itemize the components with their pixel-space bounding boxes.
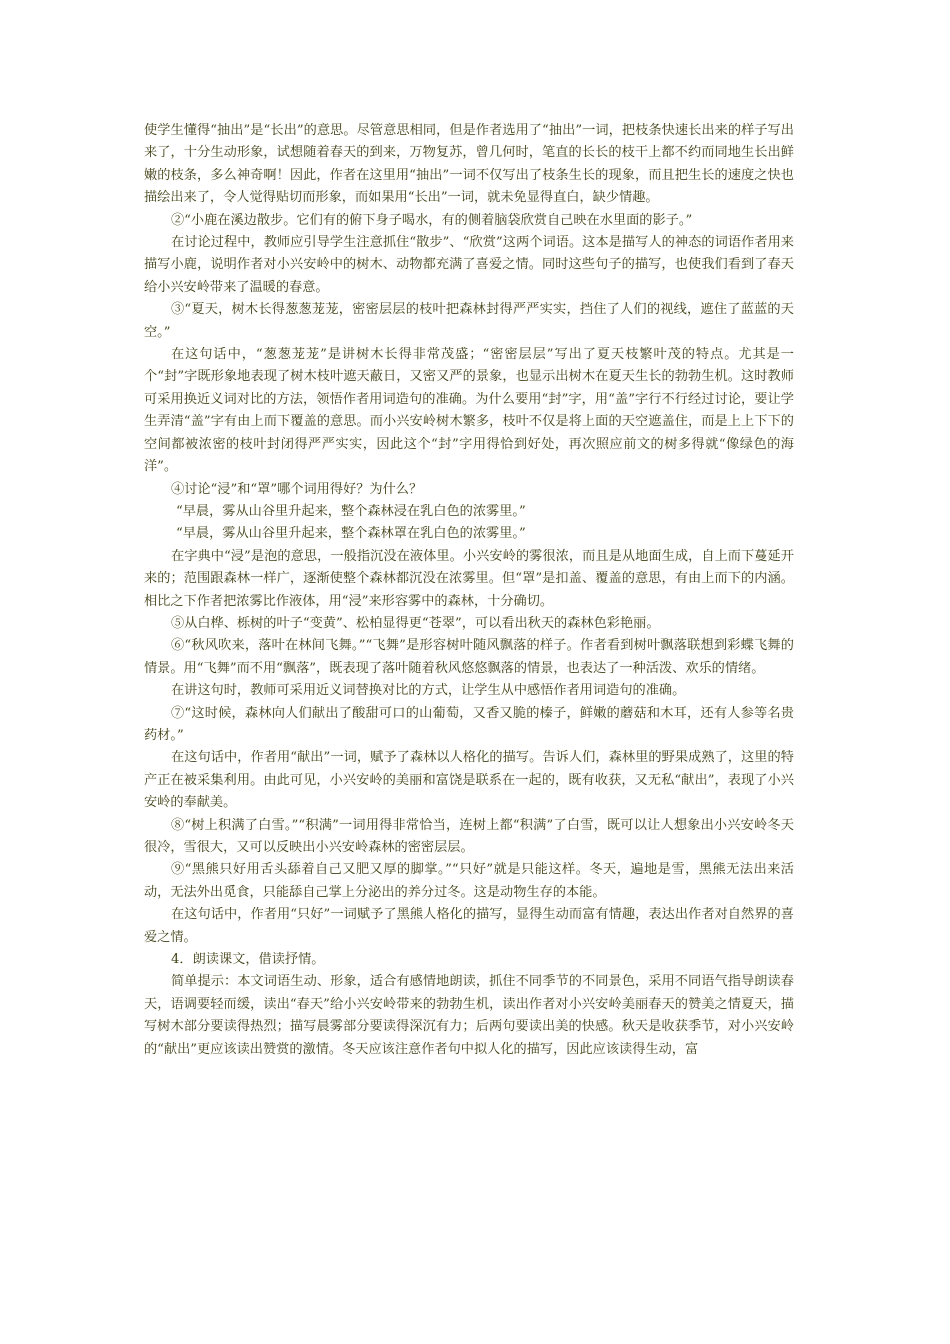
paragraph-16: ⑨“黑熊只好用舌头舔着自己又肥又厚的脚掌。”“只好”就是只能这样。冬天，遍地是雪，黑熊无法出来活动，无法外出觅食，只能舔自己掌上分泌出的养分过冬。这是动物生存的本能。 (144, 862, 794, 900)
paragraph-11: ⑥“秋风吹来，落叶在林间飞舞。”“飞舞”是形容树叶随风飘落的样子。作者看到树叶飘落联想到彩蝶飞舞的情景。用“飞舞”而不用“飘落”，既表现了落叶随着秋风悠悠飘落的情景，也表达了一种活泼、欢乐的情绪。 (144, 638, 794, 676)
paragraph-15: ⑧“树上积满了白雪。”“积满”一词用得非常恰当，连树上都“积满”了白雪，既可以让人想象出小兴安岭冬天很冷，雪很大，又可以反映出小兴安岭森林的密密层层。 (144, 817, 794, 855)
paragraph-5: 在这句话中，“葱葱茏茏”是讲树木长得非常茂盛；“密密层层”写出了夏天枝繁叶茂的特点。尤其是一个“封”字既形象地表现了树木枝叶遮天蔽日，又密又严的景象，也显示出树木在夏天生长的勃勃生机。这时教师可采用换近义词对比的方法，领悟作者用词造句的准确。为什么要用“封”字，用“盖”字行不行经过讨论，要让学生弄清“盖”字有由上而下覆盖的意思。而小兴安岭树木繁多，枝叶不仅是将上面的天空遮盖住，而是上上下下的空间都被浓密的枝叶封闭得严严实实，因此这个“封”字用得恰到好处，再次照应前文的树多得就“像绿色的海洋”。 (144, 347, 794, 475)
paragraph-6: ④讨论“浸”和“罩”哪个词用得好？为什么？ (171, 481, 423, 497)
paragraph-8: “早晨，雾从山谷里升起来，整个森林罩在乳白色的浓雾里。” (176, 526, 526, 542)
paragraph-3: 在讨论过程中，教师应引导学生注意抓住“散步”、“欣赏”这两个词语。这本是描写人的神态的词语作者用来描写小鹿，说明作者对小兴安岭中的树木、动物都充满了喜爱之情。同时这些句子的描写，也使我们看到了春天给小兴安岭带来了温暖的春意。 (144, 235, 794, 295)
paragraph-4: ③“夏天，树木长得葱葱茏茏，密密层层的枝叶把森林封得严严实实，挡住了人们的视线，遮住了蓝蓝的天空。” (144, 302, 794, 340)
paragraph-7: “早晨，雾从山谷里升起来，整个森林浸在乳白色的浓雾里。” (176, 503, 526, 519)
section-heading-4: 4．朗读课文，借读抒情。 (171, 952, 325, 968)
paragraph-9: 在字典中“浸”是泡的意思，一般指沉没在液体里。小兴安岭的雾很浓，而且是从地面生成，自上而下蔓延开来的；范围跟森林一样广，逐渐使整个森林都沉没在浓雾里。但“罩”是扣盖、覆盖的意思，有由上而下的内涵。相比之下作者把浓雾比作液体，用“浸”来形容雾中的森林，十分确切。 (144, 548, 794, 609)
paragraph-12: 在讲这句时，教师可采用近义词替换对比的方式，让学生从中感悟作者用词造句的准确。 (171, 683, 686, 699)
paragraph-17: 在这句话中，作者用“只好”一词赋予了黑熊人格化的描写，显得生动而富有情趣，表达出作者对自然界的喜爱之情。 (144, 907, 794, 945)
paragraph-2: ②“小鹿在溪边散步。它们有的俯下身子喝水，有的侧着脑袋欣赏自己映在水里面的影子。” (171, 212, 693, 228)
paragraph-13: ⑦“这时候，森林向人们献出了酸甜可口的山葡萄，又香又脆的榛子，鲜嫩的蘑菇和木耳，还有人参等名贵药材。” (144, 705, 794, 743)
paragraph-18: 简单提示：本文词语生动、形象，适合有感情地朗读，抓住不同季节的不同景色，采用不同语气指导朗读春天，语调要轻而缓，读出“春天”给小兴安岭带来的勃勃生机，读出作者对小兴安岭美丽春天的赞美之情夏天，描写树木部分要读得热烈；描写晨雾部分要读得深沉有力；后两句要读出美的快感。秋天是收获季节，对小兴安岭的“献出”更应该读出赞赏的激情。冬天应该注意作者句中拟人化的描写，因此应该读得生动，富 (144, 974, 794, 1057)
paragraph-1: 使学生懂得“抽出”是“长出”的意思。尽管意思相同，但是作者选用了“抽出”一词，把枝条快速长出来的样子写出来了，十分生动形象，试想随着春天的到来，万物复苏，曾几何时，笔直的长长的枝干上都不约而同地生长出鲜嫩的枝条，多么神奇啊！因此，作者在这里用“抽出”一词不仅写出了枝条生长的现象，而且把生长的速度之快也描绘出来了，令人觉得贴切而形象，而如果用“长出”一词，就未免显得直白，缺少情趣。 (144, 123, 794, 206)
paragraph-10: ⑤从白桦、栎树的叶子“变黄”、松柏显得更“苍翠”，可以看出秋天的森林色彩艳丽。 (171, 615, 660, 631)
document-body (144, 120, 794, 1061)
paragraph-14: 在这句话中，作者用“献出”一词，赋予了森林以人格化的描写。告诉人们，森林里的野果成熟了，这里的特产正在被采集利用。由此可见，小兴安岭的美丽和富饶是联系在一起的，既有收获，又无私“献出”，表现了小兴安岭的奉献美。 (144, 750, 794, 811)
